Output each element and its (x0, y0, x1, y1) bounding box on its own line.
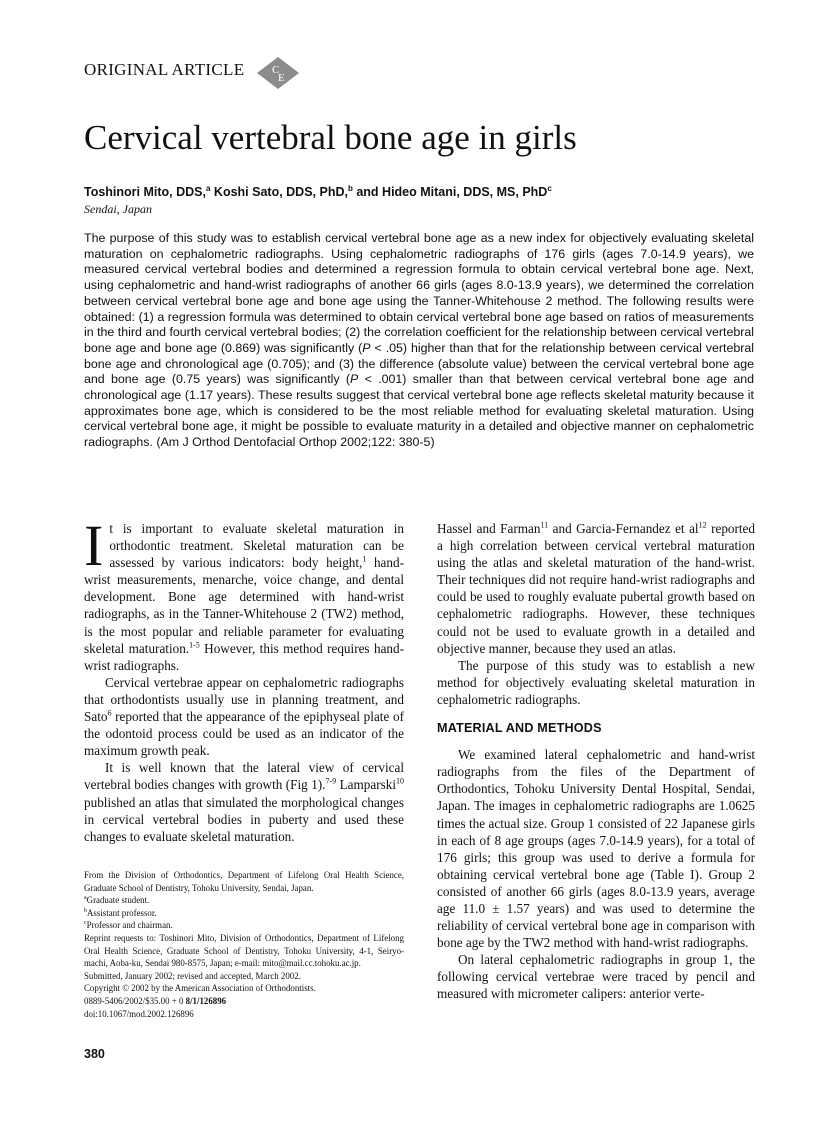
author-affiliation-mark: c (547, 184, 552, 193)
footnote-c: $^c$Professor and chairman. (84, 920, 173, 931)
article-title: Cervical vertebral bone age in girls (84, 118, 577, 157)
abstract-text: < .05) higher than that for the relationship between cervical vertebral bone age and chronological age (0.705); and (3) the difference (absolute value) between the cervical vertebral bone age and bone age (0.75 years) was significantly ( (84, 340, 754, 387)
abstract-text: The purpose of this study was to establish cervical vertebral bone age as a new index for objectively evaluating skeletal maturation on cephalometric radiographs. Using cephalometric radiographs of 176 girls (ages 7.0-14.9 years), we measured cervical vertebral bodies and determined a regression formula to obtain cervical vertebral bone age. Next, using cephalometric and hand-wrist radiographs of another 66 girls (ages 8.0-13.9 years), we determined the correlation between cervical vertebral bone age and bone age using the Tanner-Whitehouse 2 method. The following results were obtained: (1) a regression formula was determined to obtain cervical vertebral bone age based on ratios of measurements in the third and fourth cervical vertebral bodies; (2) the correlation coefficient for the relationship between cervical vertebral bone age and bone age (0.869) was significantly ( (84, 231, 754, 355)
author-location: Sendai, Japan (84, 202, 152, 216)
intro-paragraph-3: It is well known that the lateral view of cervical vertebral bodies changes with growth (Fig 1).$^{7-9}$ Lamparski$^{10}$ published an atlas that simulated the morphological changes in cervical vertebral bodies in puberty and used these changes to evaluate skeletal maturation. (84, 760, 404, 844)
footnote-b: $^b$Assistant professor. (84, 907, 157, 918)
citation-mark: 12 (698, 520, 707, 530)
continuing-education-badge-icon (256, 56, 300, 90)
author-list (84, 184, 552, 199)
intro-paragraph-2: Cervical vertebrae appear on cephalometric radiographs that orthodontists usually use in planning treatment, and Sato$^6$ reported that the appearance of the epiphyseal plate of the odontoid process could be used as an indicator of the maximum growth peak. (84, 674, 404, 759)
intro-paragraph-5: The purpose of this study was to establish a new method for objectively evaluating skeletal maturation in cephalometric radiographs. (437, 657, 755, 707)
footnote-a: $^a$Graduate student. (84, 895, 150, 906)
section-label: ORIGINAL ARTICLE (84, 60, 245, 79)
p-symbol: P (362, 340, 371, 355)
author-affiliation-mark: b (347, 184, 353, 193)
citation-mark: 1 (362, 554, 367, 564)
author-affiliation-mark: a (205, 184, 211, 193)
footnotes (84, 869, 404, 1020)
citation-mark: 7-9 (325, 777, 337, 787)
section-heading: MATERIAL AND METHODS (437, 721, 602, 736)
methods-paragraph-1: We examined lateral cephalometric and hand-wrist radiographs from the files of the Department of Orthodontics, Tohoku University Dental Hospital, Sendai, Japan. The images in cephalometric radiographs are 1.0625 times the actual size. Group 1 consisted of 22 Japanese girls in each of 8 age groups (ages 7.0-14.9 years), for a total of 176 girls; this group was used to derive a formula for obtaining cervical vertebral bone age (Table I). Group 2 consisted of another 66 girls (ages 8.0-13.9 years, average age 11.0 ± 1.57 years) and was used to determine the reliability of cervical vertebral bone age in comparison with bone age by the TW2 method with hand-wrist radiographs. (437, 747, 755, 951)
doi-line: doi:10.1067/mod.2002.126896 (84, 1008, 194, 1019)
badge-letter-c: C (272, 64, 280, 76)
reprint-requests: Reprint requests to: Toshinori Mito, Division of Orthodontics, Department of Lifelong Oral Health Science, Graduate School of Dentistry, Tohoku University, 4-1, Seiryo-machi, Aoba-ku, Sendai 980-8575, Japan; e-mail: mito@mail.cc.tohoku.ac.jp. (84, 932, 404, 969)
author-name: Toshinori Mito, DDS, (84, 185, 206, 200)
affiliation-note: From the Division of Orthodontics, Department of Lifelong Oral Health Science, Graduate School of Dentistry, Tohoku University, Sendai, Japan. (84, 870, 404, 893)
abstract-text: < .001) smaller than that between cervical vertebral bone age and chronological age (1.17 years). These results suggest that cervical vertebral bone age reflects skeletal maturity because it approximates bone age, which is considered to be the most reliable method for evaluating skeletal maturation. Using cervical vertebral bone age, it might be possible to evaluate maturity in a detailed and objective manner on cephalometric radiographs. (Am J Orthod Dentofacial Orthop 2002;122: 380-5) (84, 372, 754, 450)
intro-paragraph-4: Hassel and Farman$^{11}$ and Garcia-Fernandez et $al^{12}$ reported a high correlation between cervical vertebral maturation using the atlas and skeletal maturation of the hand-wrist. Their techniques did not require hand-wrist radiographs and could be used to roughly evaluate pubertal growth based on cephalometric radiographs. However, these techniques could not be used to evaluate growth in a detailed and objective manner, because they used an atlas. (437, 520, 756, 656)
left-column (84, 513, 404, 845)
p-symbol: P (350, 372, 359, 387)
author-name: Koshi Sato, DDS, PhD, (213, 185, 348, 200)
citation-mark: 1-5 (189, 640, 200, 650)
citation-mark: 6 (107, 708, 112, 718)
methods-paragraph-2: On lateral cephalometric radiographs in group 1, the following cervical vertebrae were traced by pencil and measured with micrometer calipers: anterior verte- (437, 952, 755, 1002)
citation-mark: 11 (540, 520, 549, 530)
abstract (84, 231, 754, 451)
citation-mark: 10 (396, 777, 404, 787)
right-column (437, 520, 755, 1003)
badge-letter-e: E (278, 72, 285, 84)
drop-cap: I (84, 513, 104, 578)
intro-paragraph-1: It is important to evaluate skeletal maturation in orthodontic treatment. Skeletal maturation can be assessed by various indicators: body height,$^1$ hand-wrist measurements, menarche, voice change, and dental development. Bone age determined with hand-wrist radiographs, as in the Tanner-Whitehouse 2 (TW2) method, is the most popular and reliable parameter for evaluating skeletal maturation.$^{1-5}$ However, this method requires hand-wrist radiographs. (84, 513, 404, 673)
issn-line: 0889-5406/2002/$35.00 + 0 8/1/126896 (84, 995, 227, 1006)
author-name: and Hideo Mitani, DDS, MS, PhD (356, 185, 548, 200)
submission-dates: Submitted, January 2002; revised and accepted, March 2002. (84, 970, 301, 981)
copyright-line: Copyright © 2002 by the American Association of Orthodontists. (84, 983, 316, 994)
page-number: 380 (84, 1047, 105, 1061)
